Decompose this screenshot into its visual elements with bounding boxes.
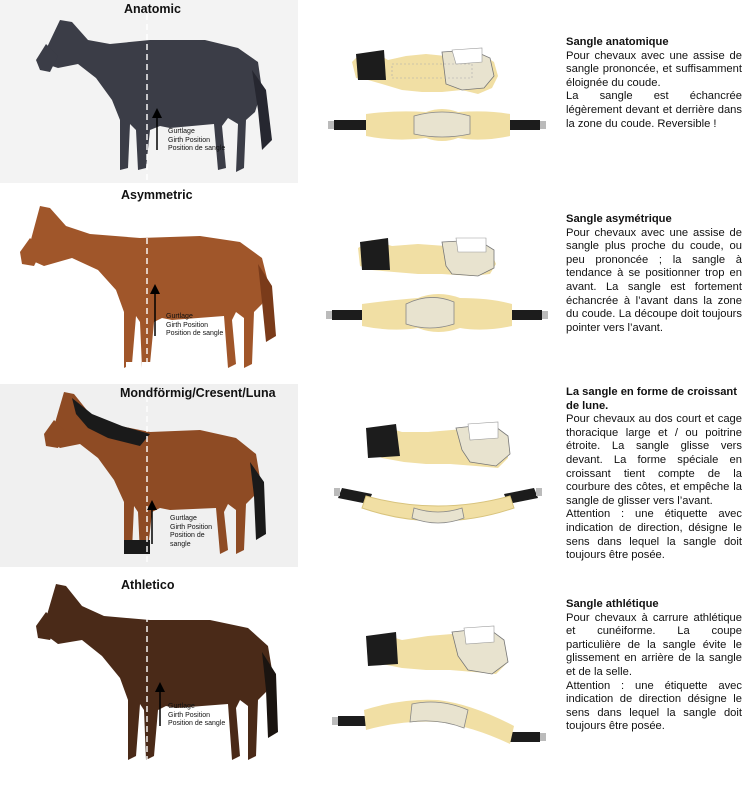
section-asymmetric (0, 186, 746, 381)
girth-asymmetric-illustration (322, 186, 554, 381)
horse-title: Athletico (121, 578, 175, 592)
section-anatomic (0, 0, 746, 183)
horse-title: Asymmetric (121, 188, 193, 202)
horse-dark-bay-illustration (0, 570, 298, 770)
description-paragraph: Pour chevaux avec une assise de sangle prononcée, et suffisamment éloignée du coude. (566, 49, 742, 89)
section-athletico (0, 570, 746, 770)
horse-bay-illustration (0, 384, 298, 567)
description-title: La sangle en forme de croissant de lune. (566, 386, 737, 412)
horse-photo-asymmetric (0, 186, 298, 381)
description-asymmetric (566, 213, 742, 335)
horse-photo-athletico (0, 570, 298, 770)
description-paragraph: La sangle est échancrée légèrement devant et derrière dans la zone du coude. Reversible ! (566, 90, 742, 130)
girth-athletico-illustration (322, 570, 554, 770)
description-paragraph: Pour chevaux à carrure athlétique et cunéiforme. La coupe particulière de la sangle évite le glissement en arrière de la sangle et de la selle. (566, 611, 742, 678)
description-crescent (566, 386, 742, 563)
horse-title: Anatomic (124, 2, 181, 16)
description-title: Sangle athlétique (566, 598, 659, 610)
girth-product-asymmetric (322, 186, 554, 381)
description-paragraph: Pour chevaux au dos court et cage thoracique large et / ou poitrine étroite. La sangle glisse vers devant. La forme spéciale en croissant tient compte de la courbure des côtes, et empêche la sangle de glisser vers l’avant. (566, 413, 742, 507)
girth-product-crescent (322, 384, 554, 567)
girth-product-athletico (322, 570, 554, 770)
description-paragraph: Attention : une étiquette avec indication de direction désigne le sens dans lequel la sangle doit toujours être posée. (566, 679, 742, 733)
description-athletico (566, 598, 742, 734)
section-crescent (0, 384, 746, 567)
girth-position-note: Gurtlage Girth Position Position de sangle (168, 703, 226, 727)
description-title: Sangle anatomique (566, 36, 669, 48)
girth-product-anatomic (322, 0, 554, 183)
girth-crescent-illustration (322, 384, 554, 567)
description-anatomic (566, 36, 742, 131)
girth-position-note: Gurtlage Girth Position Position de sangle (170, 515, 213, 548)
horse-photo-anatomic (0, 0, 298, 183)
description-paragraph: Pour chevaux avec une assise de sangle plus proche du coude, ou peu prononcée ; la sangle à tendance à se positionner trop en avant. La sangle est fortement échancrée à l’avant dans la zone du coude. La découpe doit toujours pointer vers l’avant. (566, 226, 742, 334)
description-paragraph: Attention : une étiquette avec indication de direction, désigne le sens dans lequel la sangle doit toujours être posée. (566, 508, 742, 562)
horse-chestnut-illustration (0, 186, 298, 381)
girth-position-note: Gurtlage Girth Position Position de sangle (166, 313, 224, 337)
horse-grey-illustration (0, 0, 298, 183)
girth-position-note: Gurtlage Girth Position Position de sangle (168, 128, 226, 152)
horse-photo-crescent (0, 384, 298, 567)
girth-anatomic-illustration (322, 0, 554, 183)
description-title: Sangle asymétrique (566, 213, 672, 225)
horse-title: Mondförmig/Cresent/Luna (120, 386, 276, 400)
